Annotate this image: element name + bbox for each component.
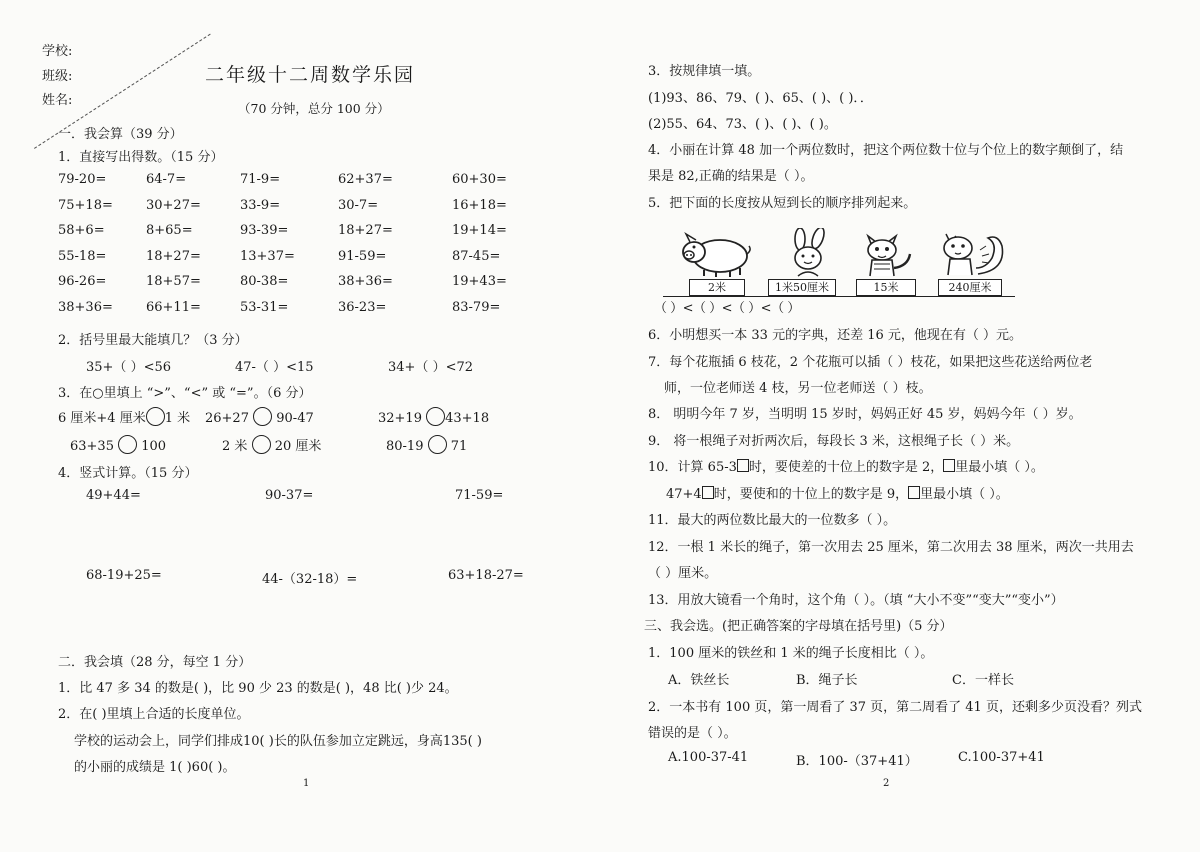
s2-q2-line2: 的小丽的成绩是 1( )60( )。: [74, 760, 236, 775]
r-q12-line1: 12．一根 1 米长的绳子，第一次用去 25 厘米，第二次用去 38 厘米，两次一共用去: [648, 540, 1134, 555]
length-sign: 15米: [856, 279, 916, 296]
mental-math-item: 18+27=: [146, 248, 201, 264]
r-q8: 8． 明明今年 7 岁，当明明 15 岁时，妈妈正好 45 岁，妈妈今年（ ）岁。: [648, 407, 1082, 422]
compare-item: 26+27 90-47: [205, 407, 314, 426]
vertical-calc-item: 71-59=: [455, 488, 504, 503]
mental-math-item: 38+36=: [338, 274, 393, 289]
q3-heading: 3．在○里填上 “>”、“<” 或 “=”。（6 分）: [58, 386, 312, 401]
vertical-calc-item: 90-37=: [265, 488, 314, 503]
mental-math-item: 53-31=: [240, 299, 289, 315]
blank-box[interactable]: [702, 486, 714, 499]
vertical-calc-item: 63+18-27=: [448, 568, 524, 583]
mental-math-item: 93-39=: [240, 223, 289, 238]
page-number: 1: [303, 778, 310, 789]
r-q10-line2: 47+4 时，要使和的十位上的数字是 9， 里最小填（ ）。: [666, 487, 1009, 502]
mental-math-item: 30+27=: [146, 197, 201, 213]
mental-math-item: 55-18=: [58, 248, 107, 264]
blank-box[interactable]: [943, 459, 955, 472]
mental-math-item: 30-7=: [338, 197, 379, 213]
cat-icon: [858, 230, 914, 278]
compare-circle[interactable]: [428, 435, 447, 454]
mental-math-item: 33-9=: [240, 197, 281, 213]
pig-icon: [680, 230, 752, 278]
compare-item: 80-19 71: [386, 435, 467, 454]
q1-heading: 1．直接写出得数。（15 分）: [58, 150, 224, 165]
page-number: 2: [883, 778, 890, 789]
mental-math-item: 19+43=: [452, 274, 507, 289]
r-c2-line1: 2．一本书有 100 页，第一周看了 37 页，第二周看了 41 页，还剩多少页没看？列式: [648, 700, 1142, 715]
compare-item: 63+35 100: [70, 435, 166, 454]
choice-option: B．100-（37+41）: [796, 754, 918, 769]
class-label: 班级:: [42, 69, 73, 84]
q4-heading: 4．竖式计算。（15 分）: [58, 466, 198, 481]
mental-math-item: 58+6=: [58, 223, 105, 238]
r-q9: 9． 将一根绳子对折两次后，每段长 3 米，这根绳子长（ ）米。: [648, 434, 1020, 449]
r-c2-line2: 错误的是（ ）。: [648, 726, 737, 741]
r-q11: 11．最大的两位数比最大的一位数多（ ）。: [648, 513, 897, 528]
mental-math-item: 75+18=: [58, 197, 113, 213]
mental-math-item: 8+65=: [146, 223, 193, 238]
q2-item: 34+（ ）<72: [388, 360, 474, 375]
length-sign: 1米50厘米: [768, 279, 836, 296]
length-sign: 240厘米: [938, 279, 1002, 296]
r-q6: 6．小明想买一本 33 元的字典，还差 16 元，他现在有（ ）元。: [648, 328, 1023, 343]
r-q3-b: (2)55、64、73、( )、( )、( )。: [648, 117, 837, 132]
section-3-heading: 三、我会选。(把正确答案的字母填在括号里)（5 分）: [644, 619, 953, 634]
r-q4-line2: 果是 82,正确的结果是（ ）。: [648, 169, 814, 184]
r-c1: 1．100 厘米的铁丝和 1 米的绳子长度相比（ ）。: [648, 646, 934, 661]
school-label: 学校:: [42, 44, 73, 59]
choice-option: B．绳子长: [796, 673, 858, 688]
vertical-calc-item: 49+44=: [86, 488, 141, 503]
choice-option: A．铁丝长: [668, 673, 730, 688]
q2-heading: 2．括号里最大能填几？（3 分）: [58, 333, 248, 348]
compare-circle[interactable]: [146, 407, 165, 426]
compare-circle[interactable]: [118, 435, 137, 454]
mental-math-item: 66+11=: [146, 299, 201, 315]
mental-math-item: 83-79=: [452, 299, 501, 315]
q2-item: 35+（ ）<56: [86, 360, 172, 375]
s2-q1: 1．比 47 多 34 的数是( )，比 90 少 23 的数是( )，48 比( )少 24。: [58, 681, 458, 696]
mental-math-item: 13+37=: [240, 248, 295, 264]
rabbit-icon: [784, 228, 832, 278]
r-q7-line2: 师，一位老师送 4 枝，另一位老师送（ ）枝。: [664, 381, 932, 396]
mental-math-item: 96-26=: [58, 274, 107, 289]
page-subtitle: （70 分钟，总分 100 分）: [238, 101, 390, 116]
mental-math-item: 79-20=: [58, 172, 107, 187]
choice-option: C．一样长: [952, 673, 1014, 688]
compare-circle[interactable]: [253, 407, 272, 426]
mental-math-item: 60+30=: [452, 172, 507, 187]
mental-math-item: 87-45=: [452, 248, 501, 264]
section-1-heading: 一．我会算（39 分）: [58, 127, 183, 142]
r-q12-line2: （ ）厘米。: [648, 566, 718, 581]
compare-circle[interactable]: [426, 407, 445, 426]
squirrel-icon: [938, 228, 1008, 278]
r-q10-line1: 10．计算 65-3 时，要使差的十位上的数字是 2， 里最小填（ ）。: [648, 460, 1044, 475]
mental-math-item: 62+37=: [338, 172, 393, 187]
length-sign: 2米: [689, 279, 745, 296]
compare-item: 32+19 43+18: [378, 407, 489, 426]
mental-math-item: 18+27=: [338, 223, 393, 238]
mental-math-item: 16+18=: [452, 197, 507, 213]
order-answer-row: （ ）<（ ）<（ ）<（ ）: [654, 301, 800, 316]
compare-item: 2 米 20 厘米: [222, 435, 321, 454]
r-q13: 13．用放大镜看一个角时，这个角（ ）。（填 “大小不变”“变大”“变小”）: [648, 593, 1064, 608]
mental-math-item: 71-9=: [240, 172, 281, 187]
q2-item: 47-（ ）<15: [235, 360, 314, 375]
blank-box[interactable]: [908, 486, 920, 499]
mental-math-item: 19+14=: [452, 223, 507, 238]
blank-box[interactable]: [737, 459, 749, 472]
s2-q2: 2．在( )里填上合适的长度单位。: [58, 707, 250, 722]
r-q3: 3．按规律填一填。: [648, 64, 761, 79]
mental-math-item: 64-7=: [146, 172, 187, 187]
choice-option: A.100-37-41: [668, 750, 749, 765]
mental-math-item: 80-38=: [240, 274, 289, 289]
r-q5: 5．把下面的长度按从短到长的顺序排列起来。: [648, 196, 917, 211]
mental-math-item: 36-23=: [338, 299, 387, 315]
compare-circle[interactable]: [252, 435, 271, 454]
name-label: 姓名:: [42, 93, 73, 108]
mental-math-item: 91-59=: [338, 248, 387, 264]
vertical-calc-item: 68-19+25=: [86, 568, 162, 583]
page-title: 二年级十二周数学乐园: [205, 64, 416, 86]
section-2-heading: 二．我会填（28 分，每空 1 分）: [58, 655, 252, 670]
compare-item: 6 厘米+4 厘米 1 米: [58, 407, 190, 426]
r-q4-line1: 4．小丽在计算 48 加一个两位数时，把这个两位数十位与个位上的数字颠倒了，结: [648, 143, 1124, 158]
mental-math-item: 38+36=: [58, 299, 113, 315]
mental-math-item: 18+57=: [146, 274, 201, 289]
vertical-calc-item: 44-（32-18）=: [262, 572, 358, 587]
r-q3-a: (1)93、86、79、( )、65、( )、( )．．: [648, 91, 873, 106]
r-q7-line1: 7．每个花瓶插 6 枝花，2 个花瓶可以插（ ）枝花，如果把这些花送给两位老: [648, 355, 1093, 370]
s2-q2-line1: 学校的运动会上，同学们排成10( )长的队伍参加立定跳远，身高135( ): [74, 734, 482, 749]
choice-option: C.100-37+41: [958, 750, 1045, 765]
